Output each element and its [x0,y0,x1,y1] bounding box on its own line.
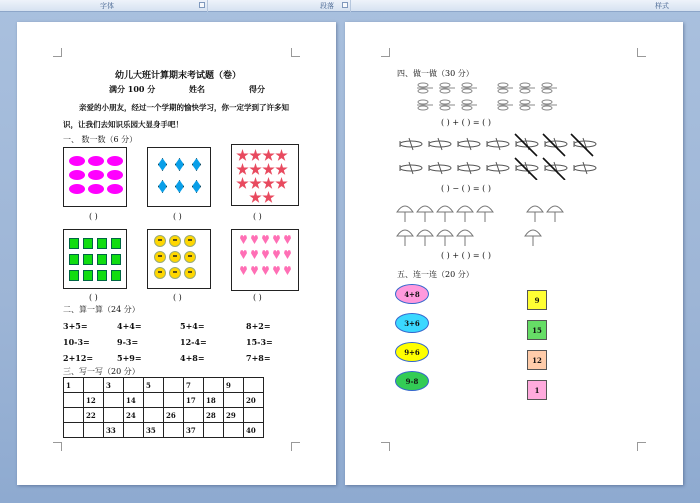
grid-number: 9 [224,378,244,393]
dragonfly-icon [541,83,557,93]
airplane-icon [429,162,451,174]
star-shape [249,163,262,176]
match-answer-card[interactable]: 1 [527,380,547,400]
dragonfly-icon [497,83,513,93]
smiley-icon [184,235,196,247]
diamond-shape [175,158,184,171]
count-box-smileys [147,229,211,289]
diamond-shape [158,158,167,171]
answer-blank[interactable]: ( ) [253,212,262,221]
square-shape [69,254,79,265]
calc-problem: 4+8= [180,353,205,363]
airplane-icon [458,138,480,150]
square-shape [83,270,93,281]
calc-problem: 2+12= [63,353,94,363]
heart-shape [240,250,247,259]
grid-blank-cell[interactable] [244,378,264,393]
umbrella-icon [527,206,543,222]
match-answer-card[interactable]: 9 [527,290,547,310]
grid-blank-cell[interactable] [184,408,204,423]
heart-shape [284,235,291,244]
star-shape [236,163,249,176]
star-shape [236,177,249,190]
heart-shape [262,250,269,259]
airplane-icon [400,138,422,150]
heart-shape [262,266,269,275]
heart-shape [251,266,258,275]
star-shape [262,149,275,162]
umbrella-group [395,200,565,248]
grid-number: 28 [204,408,224,423]
dragonfly-icon [541,100,557,110]
addition-equation[interactable]: ( ) + ( ) = ( ) [441,118,491,127]
ribbon-group-font[interactable]: 字体 [100,2,114,10]
airplane-icon [516,138,538,150]
ellipse-shape [107,170,123,180]
grid-row [64,423,264,438]
grid-blank-cell[interactable] [204,423,224,438]
star-shape [249,177,262,190]
heart-shape [273,266,280,275]
grid-number: 5 [144,378,164,393]
grid-row [64,408,264,423]
airplane-icon [487,138,509,150]
score-label: 得分 [249,84,265,94]
grid-blank-cell[interactable] [144,393,164,408]
heart-shape [262,235,269,244]
dragonfly-icon [497,100,513,110]
crop-mark [291,48,300,57]
grid-number: 37 [184,423,204,438]
answer-blank[interactable]: ( ) [89,293,98,302]
subtraction-equation[interactable]: ( ) − ( ) = ( ) [441,184,491,193]
square-shape [97,254,107,265]
grid-number: 7 [184,378,204,393]
heart-shape [284,250,291,259]
count-box-hearts [231,229,299,291]
dragonfly-icon [439,100,455,110]
grid-number: 24 [124,408,144,423]
square-shape [111,238,121,249]
calc-problem: 10-3= [63,337,90,347]
heart-shape [251,235,258,244]
grid-blank-cell[interactable] [164,378,184,393]
ellipse-shape [69,156,85,166]
grid-blank-cell[interactable] [224,393,244,408]
airplane-icon [516,162,538,174]
smiley-icon [169,251,181,263]
grid-blank-cell[interactable] [224,423,244,438]
count-box-diamonds [147,147,211,207]
umbrella-icon [417,206,433,222]
diamond-shape [192,158,201,171]
smiley-icon [169,267,181,279]
intro-line-2: 识，让我们去知识乐园大显身手吧！ [63,120,183,129]
ellipse-shape [69,184,85,194]
grid-number: 29 [224,408,244,423]
grid-blank-cell[interactable] [144,408,164,423]
airplane-icon [429,138,451,150]
airplane-icon [400,162,422,174]
section-write-heading: 三、写一写（20 分） [63,367,140,376]
section-count-heading: 一、 数一数（6 分） [63,135,138,144]
grid-number: 35 [144,423,164,438]
heart-shape [240,235,247,244]
star-shape [262,177,275,190]
ellipse-shape [88,156,104,166]
grid-number: 22 [84,408,104,423]
diamond-shape [175,180,184,193]
count-box-squares [63,229,127,289]
answer-blank[interactable]: ( ) [253,293,262,302]
star-shape [262,163,275,176]
star-shape [275,163,288,176]
ribbon-group-paragraph[interactable]: 段落 [320,2,334,10]
square-shape [69,238,79,249]
grid-blank-cell[interactable] [104,393,124,408]
crop-mark [53,48,62,57]
calc-problem: 5+4= [180,321,205,331]
smiley-icon [184,267,196,279]
square-shape [111,270,121,281]
umbrella-icon [477,206,493,222]
grid-blank-cell[interactable] [104,408,124,423]
square-shape [83,254,93,265]
section-do-heading: 四、做一做（30 分） [397,69,474,78]
match-answer-card[interactable]: 15 [527,320,547,340]
grid-blank-cell[interactable] [84,378,104,393]
match-expression-oval[interactable]: 9-8 [395,371,429,391]
umbrella-icon [457,230,473,246]
star-shape [236,149,249,162]
umbrella-icon [525,230,541,246]
name-label: 姓名 [189,84,205,94]
count-box-stars [231,144,299,206]
grid-row [64,378,264,393]
calc-problem: 7+8= [246,353,271,363]
heart-shape [273,235,280,244]
heart-shape [240,266,247,275]
calc-problem: 15-3= [246,337,273,347]
ellipse-shape [88,170,104,180]
smiley-icon [154,267,166,279]
font-dialog-launcher-icon[interactable] [199,2,205,8]
crop-mark [381,442,390,451]
ellipse-shape [88,184,104,194]
dragonfly-icon [519,100,535,110]
umbrella-icon [437,206,453,222]
calc-problem: 4+4= [117,321,142,331]
smiley-icon [184,251,196,263]
diamond-shape [192,180,201,193]
addition-equation-2[interactable]: ( ) + ( ) = ( ) [441,251,491,260]
answer-blank[interactable]: ( ) [173,212,182,221]
grid-number: 12 [84,393,104,408]
heart-shape [251,250,258,259]
square-shape [69,270,79,281]
crop-mark [53,442,62,451]
square-shape [97,270,107,281]
grid-blank-cell[interactable] [244,408,264,423]
star-shape [249,191,262,204]
umbrella-icon [457,206,473,222]
match-answer-card[interactable]: 12 [527,350,547,370]
grid-blank-cell[interactable] [64,393,84,408]
grid-number: 20 [244,393,264,408]
calc-problem: 8+2= [246,321,271,331]
ellipse-shape [107,184,123,194]
paragraph-dialog-launcher-icon[interactable] [342,2,348,8]
umbrella-icon [437,230,453,246]
grid-number: 14 [124,393,144,408]
smiley-icon [154,235,166,247]
umbrella-icon [397,206,413,222]
grid-blank-cell[interactable] [84,423,104,438]
answer-blank[interactable]: ( ) [173,293,182,302]
calc-problem: 9-3= [117,337,139,347]
heart-shape [273,250,280,259]
dragonfly-icon [461,83,477,93]
section-calc-heading: 二、算一算（24 分） [63,305,140,314]
cross-out-line [515,134,537,156]
calc-problem: 5+9= [117,353,142,363]
grid-row [64,393,264,408]
count-box-ellipses [63,147,127,207]
page-title: 幼儿大班计算期末考试题（卷） [115,71,242,81]
smiley-icon [154,251,166,263]
ribbon-group-styles[interactable]: 样式 [655,2,669,10]
ellipse-shape [69,170,85,180]
dragonfly-icon [417,100,433,110]
crop-mark [291,442,300,451]
grid-number: 33 [104,423,124,438]
star-shape [249,149,262,162]
dragonfly-icon [461,100,477,110]
square-shape [83,238,93,249]
cross-out-line [515,158,537,180]
match-expression-oval[interactable]: 3+6 [395,313,429,333]
grid-blank-cell[interactable] [204,378,224,393]
grid-number: 1 [64,378,84,393]
grid-number: 17 [184,393,204,408]
grid-blank-cell[interactable] [64,423,84,438]
grid-number: 3 [104,378,124,393]
grid-blank-cell[interactable] [124,378,144,393]
answer-blank[interactable]: ( ) [89,212,98,221]
star-shape [275,149,288,162]
crop-mark [381,48,390,57]
airplane-icon [574,162,596,174]
grid-blank-cell[interactable] [64,408,84,423]
grid-blank-cell[interactable] [164,393,184,408]
ribbon-separator [350,0,351,12]
square-shape [97,238,107,249]
calc-problem: 12-4= [180,337,207,347]
grid-number: 40 [244,423,264,438]
number-grid [63,377,264,438]
airplane-icon [487,162,509,174]
ribbon-bar [0,0,700,12]
full-score: 满分 100 分 [109,84,156,94]
document-page-1[interactable] [17,22,336,485]
grid-number: 18 [204,393,224,408]
crop-mark [637,48,646,57]
airplane-icon [458,162,480,174]
grid-number: 26 [164,408,184,423]
umbrella-icon [547,206,563,222]
diamond-shape [158,180,167,193]
match-expression-oval[interactable]: 4+8 [395,284,429,304]
grid-blank-cell[interactable] [164,423,184,438]
star-shape [275,177,288,190]
intro-line-1: 亲爱的小朋友，经过一个学期的愉快学习，你一定学到了许多知 [79,103,289,112]
umbrella-icon [417,230,433,246]
calc-problem: 3+5= [63,321,88,331]
dragonfly-icon [439,83,455,93]
airplane-group [397,132,607,180]
grid-blank-cell[interactable] [124,423,144,438]
dragonfly-group [415,80,565,116]
section-match-heading: 五、连一连（20 分） [397,270,474,279]
dragonfly-icon [519,83,535,93]
match-expression-oval[interactable]: 9+6 [395,342,429,362]
document-page-2[interactable] [345,22,683,485]
ellipse-shape [107,156,123,166]
star-shape [262,191,275,204]
umbrella-icon [397,230,413,246]
crop-mark [637,442,646,451]
ribbon-separator [207,0,208,12]
heart-shape [284,266,291,275]
smiley-icon [169,235,181,247]
dragonfly-icon [417,83,433,93]
square-shape [111,254,121,265]
